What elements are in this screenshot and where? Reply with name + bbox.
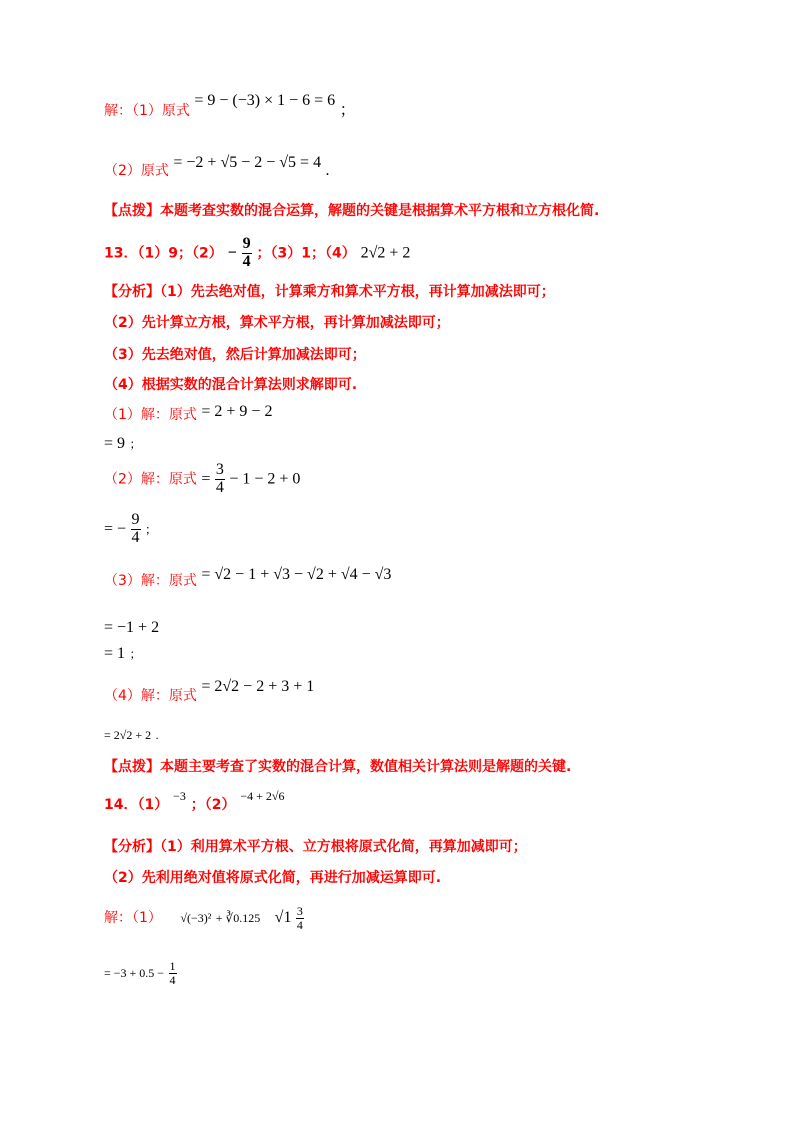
math-expression: − 1 − 2 + 0 (229, 470, 301, 488)
solution-label: （3）解：原式 (104, 573, 197, 589)
fraction-numerator: 3 (215, 461, 224, 478)
math-expression: −3 (173, 789, 186, 803)
solution-line-2 (104, 154, 330, 179)
fraction (131, 512, 141, 547)
fraction (215, 462, 225, 497)
tip-paragraph: 【点拨】本题考查实数的混合运算，解题的关键是根据算术平方根和立方根化简. (104, 203, 600, 219)
math-term: √(−3)² (180, 911, 212, 926)
solution-label: （1）解：原式 (104, 407, 197, 423)
fraction-denominator: 4 (215, 478, 224, 496)
solution-result (104, 646, 142, 662)
fraction-denominator: 4 (296, 917, 303, 932)
fraction-numerator: 1 (169, 959, 176, 973)
fraction-numerator: 3 (296, 904, 303, 918)
math-term: + ∛0.125 (215, 911, 261, 926)
tip-paragraph: 【点拨】本题主要考查了实数的混合计算，数值相关计算法则是解题的关键. (104, 759, 572, 775)
punctuation: . (155, 728, 159, 742)
fraction-denominator: 4 (169, 972, 176, 987)
answer-line-14 (104, 789, 285, 813)
math-expression: = 9 (104, 435, 126, 452)
fraction-numerator: 9 (131, 511, 140, 528)
solution-label: （2）原式 (104, 163, 169, 179)
math-expression: = −1 + 2 (104, 619, 160, 636)
math-expression: −4 + 2√6 (240, 789, 285, 803)
solution-line-1 (104, 92, 356, 119)
solution-result (104, 436, 142, 452)
analysis-line-1: 【分析】（1）先去绝对值，计算乘方和算术平方根，再计算加减法即可； (104, 284, 555, 300)
punctuation: ； (129, 437, 142, 451)
math-expression: = 9 − (−3) × 1 − 6 = 6 (194, 92, 336, 109)
math-expression: = −2 + √5 − 2 − √5 = 4 (173, 154, 322, 171)
answer-separator: ；（3）1；（4） (256, 245, 356, 262)
solution-step (104, 905, 304, 931)
analysis-line-2: （2）先计算立方根，算术平方根，再计算加减法即可； (104, 315, 450, 331)
math-expression: 2√2 + 2 (360, 244, 411, 262)
punctuation: . (325, 162, 330, 179)
question-label: 13．（1）9；（2） (104, 245, 223, 262)
analysis-line-4: （4）根据实数的混合计算法则求解即可. (104, 377, 358, 393)
fraction-denominator: 4 (131, 528, 140, 546)
equals-sign: = (201, 470, 211, 488)
solution-step (104, 678, 315, 704)
fraction (242, 236, 252, 271)
solution-label: 解：（1）原式 (104, 103, 190, 119)
answer-separator: ；（2） (190, 797, 236, 813)
punctuation: ； (129, 647, 142, 661)
fraction-numerator: 9 (242, 235, 251, 252)
math-expression: = √2 − 1 + √3 − √2 + √4 − √3 (201, 566, 392, 583)
analysis-line-3: （3）先去绝对值，然后计算加减法即可； (104, 347, 366, 363)
math-expression: = 2√2 − 2 + 3 + 1 (201, 678, 315, 695)
solution-result (104, 512, 157, 547)
math-expression: = 1 (104, 645, 126, 662)
analysis-line-2: （2）先利用绝对值将原式化简，再进行加减运算即可. (104, 870, 442, 886)
minus-sign: − (227, 244, 237, 262)
solution-result (104, 728, 159, 742)
punctuation: ； (144, 522, 157, 537)
solution-result (104, 620, 159, 636)
solution-step (104, 566, 392, 589)
solution-step (104, 462, 300, 497)
fraction (169, 960, 177, 986)
solution-label: （2）解：原式 (104, 471, 197, 488)
solution-step (104, 403, 273, 423)
math-expression: = −3 + 0.5 − (104, 966, 165, 981)
solution-label: （4）解：原式 (104, 688, 197, 704)
question-label: 14．（1） (104, 797, 169, 813)
fraction (296, 905, 304, 931)
punctuation: ； (339, 102, 356, 119)
analysis-line-1: 【分析】（1）利用算术平方根、立方根将原式化简，再算加减即可； (104, 839, 527, 855)
radical: √1 (274, 909, 292, 927)
solution-label: 解：（1） (104, 910, 162, 927)
math-expression: = 2 + 9 − 2 (201, 403, 273, 420)
math-expression: = − (104, 520, 127, 538)
answer-line-13 (104, 236, 410, 271)
fraction-denominator: 4 (242, 252, 251, 270)
solution-result (104, 960, 177, 986)
math-expression: = 2√2 + 2 (104, 728, 152, 742)
